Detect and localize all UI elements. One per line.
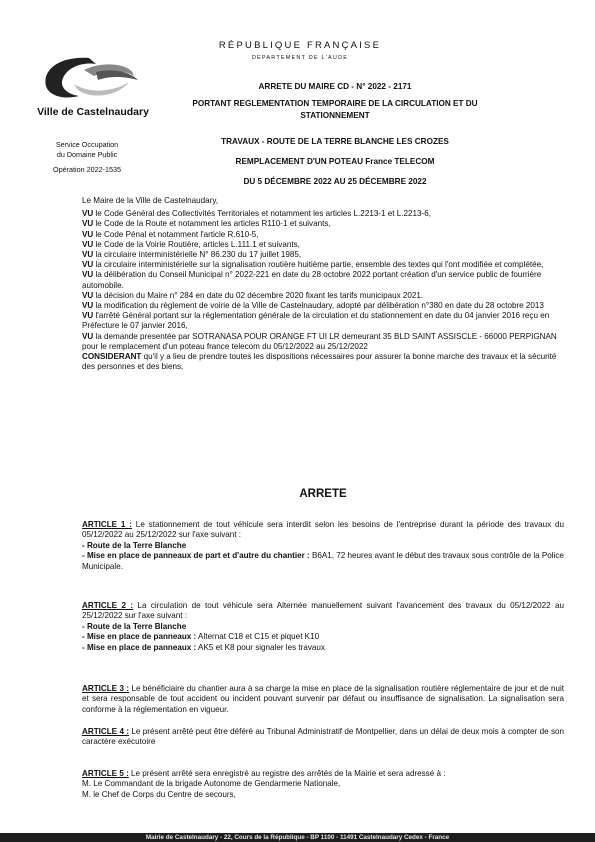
dates-title: DU 5 DÉCEMBRE 2022 AU 25 DÉCEMBRE 2022 bbox=[243, 177, 427, 186]
preamble-item: CONSIDERANT qu'il y a lieu de prendre toutes les dispositions nécessaires pour assurer la bonne marche des travaux et la sécurité des personnes et des biens, bbox=[82, 352, 557, 372]
preamble-item: VU l'arrêté Général portant sur la réglementation générale de la circulation et du stationnement en date du 04 janvier 2016 reçu en Préfecture le 07 janvier 2016, bbox=[82, 311, 550, 331]
preamble-item: VU le Code Général des Collectivités Territoriales et notamment les articles L.2213-1 et L.2213-6, bbox=[82, 209, 431, 219]
preamble-item: VU le Code de la Route et notamment les articles R110-1 et suivants, bbox=[82, 219, 331, 229]
preamble bbox=[82, 196, 564, 372]
preamble-item: VU la délibération du Conseil Municipal n° 2022-221 en date du 28 octobre 2022 portant création d'un service public de fourrière automobile. bbox=[82, 270, 542, 290]
city-name: Ville de Castelnaudary bbox=[37, 106, 149, 118]
castelnaudary-logo bbox=[34, 50, 144, 110]
travaux-title: TRAVAUX - ROUTE DE LA TERRE BLANCHE LES CROZES bbox=[221, 137, 449, 146]
article-2-label: ARTICLE 2 : bbox=[82, 601, 134, 610]
article-5: ARTICLE 5 : Le présent arrêté sera enregistré au registre des arrêtés de la Mairie et sera adressé à : M. Le Commandant de la brigade Autonome de Gendarmerie Nationale, M. le Chef de Corps du Centre de secours, bbox=[82, 769, 446, 799]
article-3-label: ARTICLE 3 : bbox=[82, 684, 130, 693]
preamble-item: VU le Code de la Voirie Routière, articles L.111.1 et suivants, bbox=[82, 239, 300, 249]
article-4: ARTICLE 4 : Le présent arrêté peut être déféré au Tribunal Administratif de Montpellier, dans un délai de deux mois à compter de son caractère exécutoire bbox=[82, 727, 564, 747]
operation-number: Opération 2022-1535 bbox=[53, 165, 121, 174]
footer-address: Mairie de Castelnaudary - 22, Cours de la République - BP 1100 - 11491 Castelnaudary Cedex - France bbox=[0, 833, 595, 842]
article-5-label: ARTICLE 5 : bbox=[82, 769, 129, 778]
preamble-item: VU la modification du règlement de voirie de la Ville de Castelnaudary, adopté par délibération n°380 en date du 28 octobre 2013 bbox=[82, 301, 544, 311]
service-name bbox=[42, 140, 132, 160]
arrete-heading: ARRETE bbox=[299, 488, 347, 500]
preamble-item: VU le Code Pénal et notamment l'article R.610-5, bbox=[82, 229, 259, 239]
article-2: ARTICLE 2 : La circulation de tout véhicule sera Alternée manuellement suivant l'avancement des travaux du 05/12/2022 au 25/12/2022 sur l'axe suivant : - Route de la Terre Blanche - Mise en place de panneaux : Alternat C18 et C15 et piquet K10 - Mise en place de panneaux : AK5 et K8 pour signaler les travaux bbox=[82, 601, 564, 652]
preamble-item: VU la décision du Maire n° 284 en date du 02 décembre 2020 fixant les tarifs municipaux 2021. bbox=[82, 290, 424, 300]
article-4-label: ARTICLE 4 : bbox=[82, 727, 130, 736]
subject-line-1: PORTANT REGLEMENTATION TEMPORAIRE DE LA CIRCULATION ET DU bbox=[192, 99, 478, 108]
maire-line: Le Maire de la Ville de Castelnaudary, bbox=[82, 196, 219, 205]
service-line-2: du Domaine Public bbox=[56, 150, 118, 159]
article-3: ARTICLE 3 : Le bénéficiaire du chantier aura à sa charge la mise en place de la signalisation routière réglementaire de jour et de nuit et sera responsable de tout accident ou incident pouvant survenir par défaut ou insuffisance de signalisation. La signalisation sera conforme à la réglementation en vigueur. bbox=[82, 684, 564, 714]
republique-title: RÉPUBLIQUE FRANÇAISE bbox=[218, 40, 382, 51]
preamble-item: VU la demande presentée par SOTRANASA POUR ORANGE FT UI LR demeurant 35 BLD SAINT ASSISCLE - 66000 PERPIGNAN pour le remplacement d'un poteau france telecom du 05/12/2022 au 25/12/2022 bbox=[82, 331, 557, 351]
preamble-item: VU la circulaire interministérielle sur la signalisation routière huitième partie, ensemble des textes qui l'ont modifiée et complétée, bbox=[82, 260, 544, 270]
article-1-label: ARTICLE 1 : bbox=[82, 520, 132, 529]
remplacement-title: REMPLACEMENT D'UN POTEAU France TELECOM bbox=[235, 157, 435, 166]
arrete-reference: ARRETE DU MAIRE CD - N° 2022 - 2171 bbox=[258, 82, 412, 91]
subject-line-2: STATIONNEMENT bbox=[300, 111, 370, 120]
departement-title: DÉPARTEMENT DE L'AUDE bbox=[251, 55, 349, 61]
service-line-1: Service Occupation bbox=[55, 140, 119, 149]
preamble-item: VU la circulaire interministérielle N° 86.230 du 17 juillet 1985, bbox=[82, 250, 302, 260]
article-1: ARTICLE 1 : Le stationnement de tout véhicule sera interdit selon les besoins de l'entreprise durant la période des travaux du 05/12/2022 au 25/12/2022 sur l'axe suivant : - Route de la Terre Blanche - Mise en place de panneaux de part et d'autre du chantier : B6A1, 72 heures avant le début des travaux sous contrôle de la Police Municipale. bbox=[82, 520, 565, 571]
